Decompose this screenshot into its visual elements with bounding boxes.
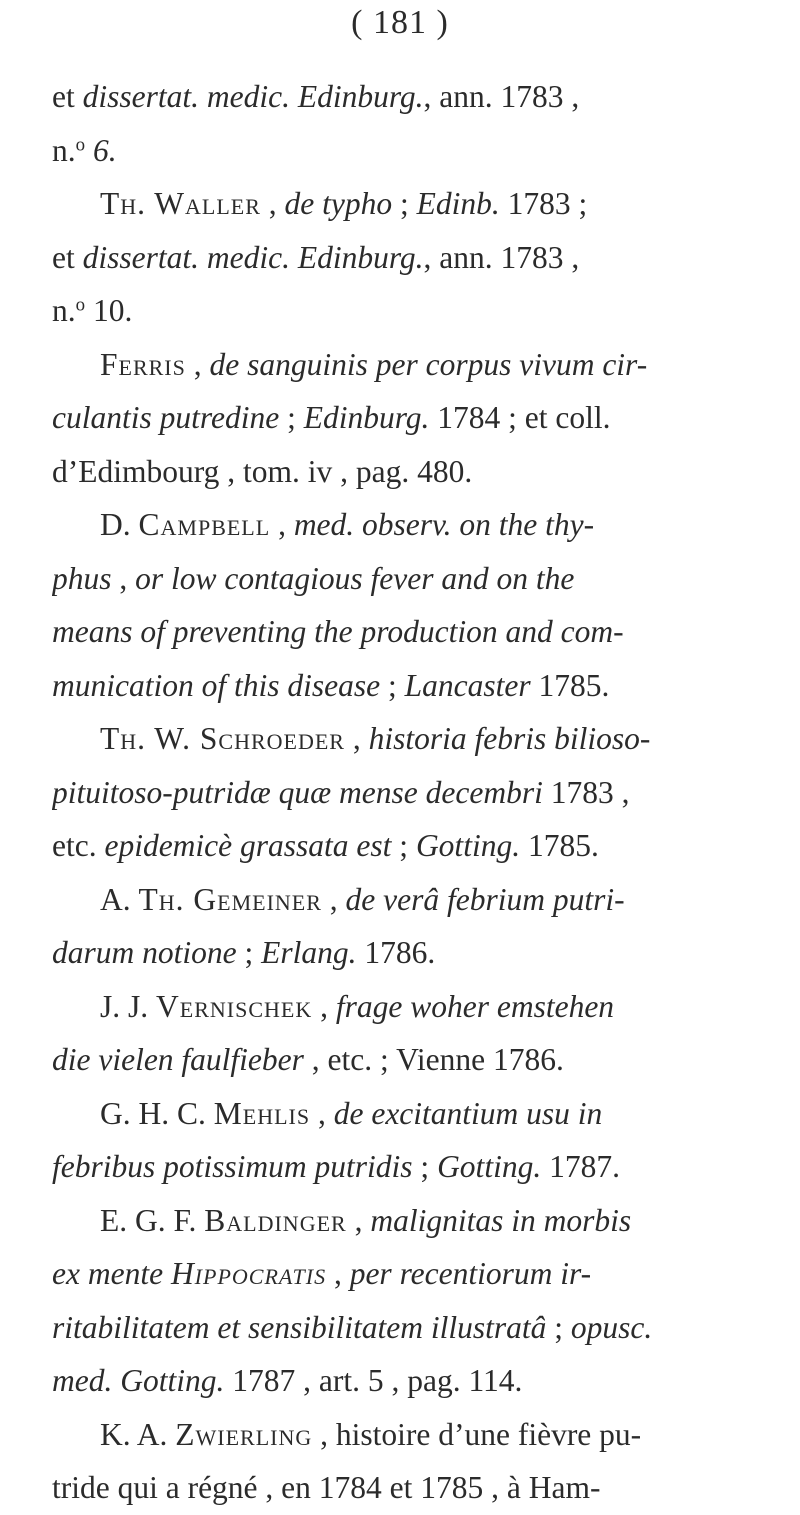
text-line: med. Gotting. 1787 , art. 5 , pag. 114.	[52, 1363, 523, 1398]
entry-first-line: Ferris , de sanguinis per corpus vivum cir-	[100, 346, 648, 382]
bibliography-text	[52, 70, 764, 1515]
text-line: etc. epidemicè grassata est ; Gotting. 1785.	[52, 828, 599, 863]
entry-first-line: K. A. Zwierling , histoire d’une fièvre pu-	[100, 1416, 642, 1452]
text-line: tride qui a régné , en 1784 et 1785 , à Ham-	[52, 1470, 601, 1505]
entry-first-line: A. Th. Gemeiner , de verâ febrium putri-	[100, 881, 625, 917]
text-line: et dissertat. medic. Edinburg., ann. 1783 ,	[52, 239, 580, 275]
entry-first-line: Th. Waller , de typho ; Edinb. 1783 ;	[100, 186, 588, 221]
entry-first-line: Th. W. Schroeder , historia febris bilioso-	[100, 721, 651, 756]
text-line: febribus potissimum putridis ; Gotting. 1787.	[52, 1149, 620, 1184]
text-line: ritabilitatem et sensibilitatem illustratâ ; opusc.	[52, 1309, 653, 1345]
text-line: culantis putredine ; Edinburg. 1784 ; et coll.	[52, 400, 611, 435]
text-line: et dissertat. medic. Edinburg., ann. 1783 ,	[52, 79, 580, 114]
entry-first-line: J. J. Vernischek , frage woher emstehen	[100, 988, 615, 1024]
text-line: means of preventing the production and com-	[52, 614, 624, 649]
entry-first-line: G. H. C. Mehlis , de excitantium usu in	[100, 1095, 603, 1131]
text-line: darum notione ; Erlang. 1786.	[52, 935, 436, 970]
text-line: d’Edimbourg , tom. iv , pag. 480.	[52, 453, 473, 489]
text-line: pituitoso-putridæ quæ mense decembri 1783 ,	[52, 774, 630, 810]
text-line: n.$^o$ 6.	[52, 132, 117, 168]
text-line: munication of this disease ; Lancaster 1785.	[52, 667, 610, 703]
text-line: ex mente Hippocratis , per recentiorum ir-	[52, 1256, 592, 1291]
page-number: ( 181 )	[351, 4, 449, 41]
text-line: phus , or low contagious fever and on the	[52, 560, 575, 596]
text-line: n.$^o$ 10.	[52, 293, 133, 328]
text-line: die vielen faulfieber , etc. ; Vienne 1786.	[52, 1042, 564, 1077]
entry-first-line: D. Campbell , med. observ. on the thy-	[100, 507, 595, 542]
entry-first-line: E. G. F. Baldinger , malignitas in morbis	[100, 1202, 632, 1238]
